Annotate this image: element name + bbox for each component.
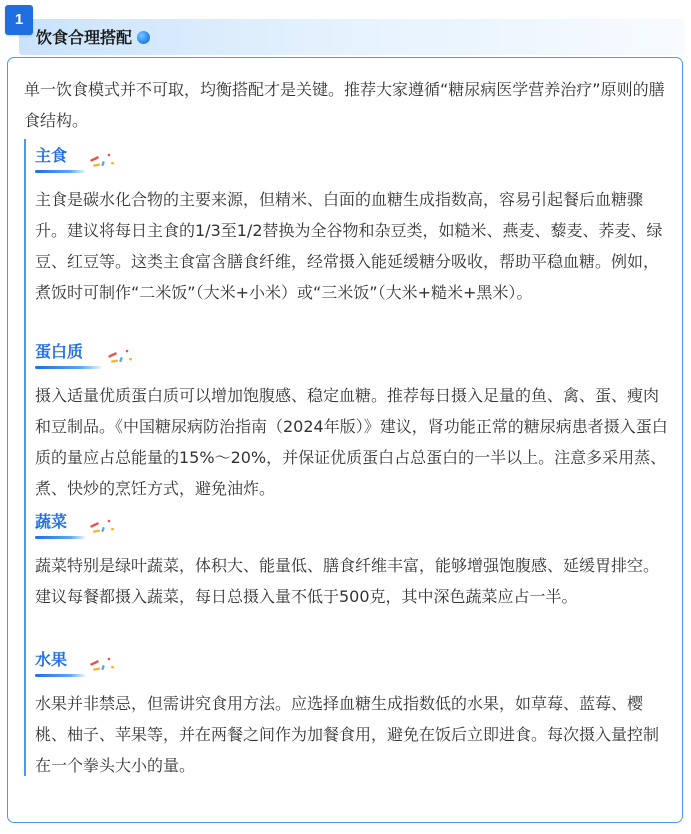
- confetti-decoration-icon: [87, 145, 127, 171]
- subsection-body: 摄入适量优质蛋白质可以增加饱腹感、稳定血糖。推荐每日摄入足量的鱼、禽、蛋、瘦肉和豆制品。《中国糖尿病防治指南（2024年版）》建议，肾功能正常的糖尿病患者摄入蛋白质的量应占总能量的15%～20%，并保证优质蛋白占总蛋白的一半以上。注意多采用蒸、煮、快炒的烹饪方式，避免油炸。: [35, 386, 668, 498]
- subsection-body: 主食是碳水化合物的主要来源，但精米、白面的血糖生成指数高，容易引起餐后血糖骤升。建议将每日主食的1/3至1/2替换为全谷物和杂豆类，如糙米、燕麦、藜麦、荞麦、绿豆、红豆等。这类主食富含膳食纤维，经常摄入能延缓糖分吸收，帮助平稳血糖。例如，煮饭时可制作“二米饭”（大米+小米）或“三米饭”（大米+糙米+黑米）。: [35, 190, 663, 302]
- subsection-title: 蔬菜: [35, 512, 68, 531]
- intro-paragraph: 单一饮食模式并不可取，均衡搭配才是关键。推荐大家遵循“糖尿病医学营养治疗”原则的膳食结构。: [24, 80, 665, 130]
- subsection-fruit: [35, 647, 670, 775]
- left-accent-line: [24, 139, 26, 776]
- confetti-decoration-icon: [87, 649, 127, 675]
- subsection-underline: [35, 674, 85, 677]
- section-title: [36, 26, 150, 50]
- subsection-header: [35, 509, 670, 539]
- subsection-staple-food: [35, 143, 670, 302]
- subsection-title: 蛋白质: [35, 342, 84, 361]
- confetti-decoration-icon: [105, 341, 145, 367]
- subsection-protein: [35, 339, 670, 498]
- subsection-title: 水果: [35, 650, 68, 669]
- section-header: [5, 5, 685, 49]
- subsection-vegetables: [35, 509, 670, 606]
- subsection-title: 主食: [35, 146, 68, 165]
- section-number-badge: 1: [5, 5, 33, 35]
- content-box: [7, 57, 683, 823]
- subsection-header: [35, 143, 670, 173]
- subsection-body: 蔬菜特别是绿叶蔬菜，体积大、能量低、膳食纤维丰富，能够增强饱腹感、延缓胃排空。建议每餐都摄入蔬菜，每日总摄入量不低于500克，其中深色蔬菜应占一半。: [35, 556, 660, 606]
- subsection-header: [35, 647, 670, 677]
- section-title-text: 饮食合理搭配: [36, 28, 133, 47]
- blue-dot-icon: [137, 31, 150, 44]
- subsection-underline: [35, 536, 85, 539]
- subsection-body: 水果并非禁忌，但需讲究食用方法。应选择血糖生成指数低的水果，如草莓、蓝莓、樱桃、柚子、苹果等，并在两餐之间作为加餐食用，避免在饭后立即进食。每次摄入量控制在一个拳头大小的量。: [35, 694, 660, 775]
- subsection-underline: [35, 170, 85, 173]
- confetti-decoration-icon: [87, 511, 127, 537]
- subsection-header: [35, 339, 670, 369]
- subsection-underline: [35, 366, 101, 369]
